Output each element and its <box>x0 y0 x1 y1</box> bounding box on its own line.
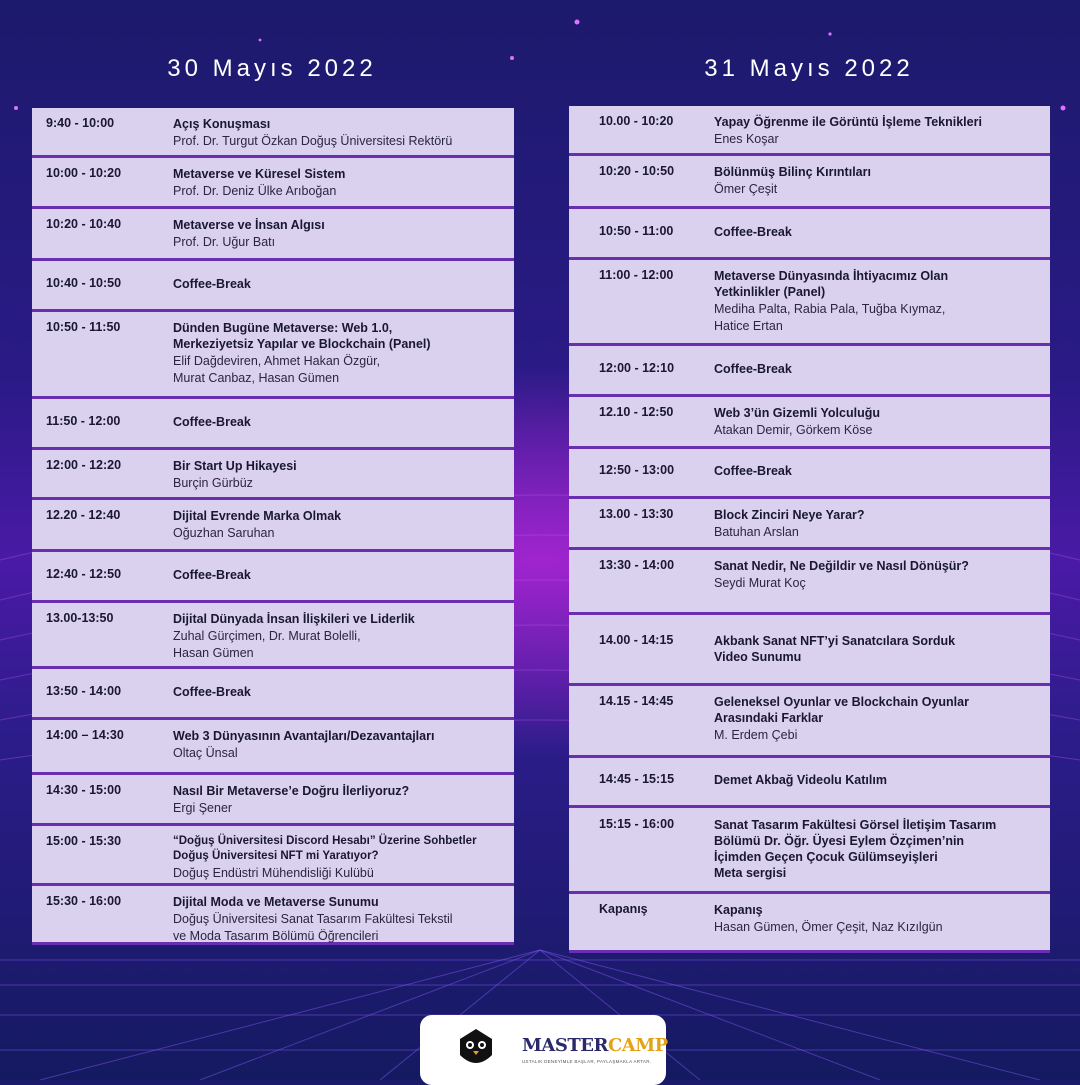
session-time: 14.00 - 14:15 <box>599 632 674 647</box>
session-title: “Doğuş Üniversitesi Discord Hesabı” Üzerine Sohbetler Doğuş Üniversitesi NFT mi Yaratıyor? <box>173 835 477 862</box>
session-speaker: Elif Dağdeviren, Ahmet Hakan Özgür, Murat Canbaz, Hasan Gümen <box>173 354 381 385</box>
mastercamp-logo: MASTERCAMP <box>522 1035 668 1056</box>
session-time: 12:40 - 12:50 <box>46 566 122 581</box>
session-time: 15:00 - 15:30 <box>46 834 122 848</box>
session-speaker: Batuhan Arslan <box>714 525 799 539</box>
session-content <box>173 894 510 945</box>
session-title: Nasıl Bir Metaverse’e Doğru İlerliyoruz? <box>173 784 410 798</box>
session-speaker: Zuhal Gürçimen, Dr. Murat Bolelli, Hasan Gümen <box>173 629 361 660</box>
session-title: Dünden Bugüne Metaverse: Web 1.0, Merkeziyetsiz Yapılar ve Blockchain (Panel) <box>173 321 431 351</box>
session-speaker: Hasan Gümen, Ömer Çeşit, Naz Kızılgün <box>714 920 943 934</box>
schedule-row <box>32 209 514 261</box>
session-speaker: Ergi Şener <box>173 801 233 815</box>
session-speaker: Seydi Murat Koç <box>714 576 806 590</box>
session-time: 12.10 - 12:50 <box>599 405 674 419</box>
session-title: Coffee-Break <box>714 361 792 376</box>
schedule-row <box>32 261 514 312</box>
session-time: 13.00-13:50 <box>46 611 114 625</box>
session-content <box>173 320 510 387</box>
session-content <box>173 834 510 882</box>
session-speaker: Enes Koşar <box>714 132 779 146</box>
session-content <box>173 217 510 251</box>
schedule-row <box>569 499 1050 550</box>
session-title: Dijital Moda ve Metaverse Sunumu <box>173 895 379 909</box>
session-time: 11:00 - 12:00 <box>599 268 674 282</box>
session-title: Coffee-Break <box>173 684 251 699</box>
session-title: Bölünmüş Bilinç Kırıntıları <box>714 165 871 179</box>
session-title: Coffee-Break <box>173 567 251 582</box>
schedule-row <box>32 775 514 826</box>
session-title: Geleneksel Oyunlar ve Blockchain Oyunlar Arasındaki Farklar <box>714 695 969 725</box>
session-time: 13.00 - 13:30 <box>599 507 674 521</box>
schedule-row <box>569 449 1050 499</box>
session-content <box>714 902 1046 936</box>
schedule-row <box>32 720 514 775</box>
schedule-row <box>569 615 1050 686</box>
session-speaker: Prof. Dr. Deniz Ülke Arıboğan <box>173 184 337 198</box>
session-title: Açış Konuşması <box>173 117 271 131</box>
schedule-row <box>32 158 514 209</box>
schedule-row <box>569 346 1050 397</box>
session-title: Yapay Öğrenme ile Görüntü İşleme Teknikleri <box>714 115 982 129</box>
session-time: 10:00 - 10:20 <box>46 166 122 180</box>
schedule-row <box>32 886 514 945</box>
session-content <box>714 114 1046 148</box>
session-content <box>714 224 1046 240</box>
schedule-row <box>569 686 1050 758</box>
session-time: 9:40 - 10:00 <box>46 116 115 130</box>
session-title: Sanat Tasarım Fakültesi Görsel İletişim Tasarım Bölümü Dr. Öğr. Üyesi Eylem Özçimen’nin İçimden Geçen Çocuk Gülümseyişleri Meta sergisi <box>714 818 997 880</box>
schedule-row <box>569 758 1050 808</box>
session-time: 10.00 - 10:20 <box>599 114 674 128</box>
schedule-row <box>569 156 1050 209</box>
session-time: 15:15 - 16:00 <box>599 817 675 831</box>
session-time: 14:30 - 15:00 <box>46 783 122 797</box>
schedule-row <box>569 550 1050 615</box>
session-speaker: Burçin Gürbüz <box>173 476 253 490</box>
session-content <box>173 414 510 430</box>
schedule-row <box>569 397 1050 449</box>
session-speaker: Doğuş Endüstri Mühendisliği Kulübü <box>173 866 374 880</box>
session-content <box>173 276 510 292</box>
schedule-row <box>32 500 514 552</box>
sponsor-logos <box>420 1015 666 1085</box>
session-content <box>714 463 1046 479</box>
session-content <box>173 116 510 150</box>
session-content <box>173 567 510 583</box>
session-time: 12.20 - 12:40 <box>46 508 121 522</box>
session-content <box>714 558 1046 592</box>
session-title: Metaverse ve İnsan Algısı <box>173 218 325 232</box>
schedule-row <box>32 826 514 886</box>
session-title: Coffee-Break <box>173 276 251 291</box>
session-speaker: Atakan Demir, Görkem Köse <box>714 423 873 437</box>
session-title: Bir Start Up Hikayesi <box>173 459 297 473</box>
session-title: Kapanış <box>714 903 763 917</box>
minerva-akademi-logo <box>454 1025 498 1073</box>
mastercamp-tagline: USTALIK DENEYİMLE BAŞLAR, PAYLAŞMAKLA ARTAR. <box>522 1059 652 1064</box>
day2-title: 31 Mayıs 2022 <box>704 55 914 82</box>
schedule-row <box>32 603 514 669</box>
session-time: 15:30 - 16:00 <box>46 894 122 908</box>
session-title: Dijital Dünyada İnsan İlişkileri ve Liderlik <box>173 612 415 626</box>
session-title: Web 3 Dünyasının Avantajları/Dezavantajları <box>173 729 435 743</box>
session-title: Demet Akbağ Videolu Katılım <box>714 773 887 787</box>
session-time: 10:20 - 10:40 <box>46 217 122 231</box>
session-content <box>714 361 1046 377</box>
session-time: 12:00 - 12:10 <box>599 360 675 375</box>
session-time: 10:40 - 10:50 <box>46 275 122 290</box>
session-time: 14:00 – 14:30 <box>46 728 124 742</box>
session-content <box>173 508 510 542</box>
session-title: Block Zinciri Neye Yarar? <box>714 508 865 522</box>
session-speaker: Oltaç Ünsal <box>173 746 238 760</box>
session-time: 14:45 - 15:15 <box>599 772 675 786</box>
schedule-row <box>569 209 1050 260</box>
session-time: 10:20 - 10:50 <box>599 164 675 178</box>
session-speaker: Prof. Dr. Turgut Özkan Doğuş Üniversitesi Rektörü <box>173 134 453 148</box>
session-content <box>714 268 1046 335</box>
schedule-row <box>569 260 1050 346</box>
session-title: Metaverse Dünyasında İhtiyacımız Olan Yetkinlikler (Panel) <box>714 269 949 299</box>
session-title: Metaverse ve Küresel Sistem <box>173 167 346 181</box>
schedule-row <box>569 808 1050 894</box>
session-speaker: Ömer Çeşit <box>714 182 778 196</box>
session-time: 13:50 - 14:00 <box>46 683 122 698</box>
session-title: Dijital Evrende Marka Olmak <box>173 509 342 523</box>
session-content <box>714 694 1046 744</box>
schedule-row <box>32 108 514 158</box>
session-speaker: Oğuzhan Saruhan <box>173 526 275 540</box>
session-time: 12:50 - 13:00 <box>599 463 675 477</box>
schedule-row <box>32 669 514 720</box>
session-title: Coffee-Break <box>173 414 251 429</box>
session-speaker: M. Erdem Çebi <box>714 728 798 742</box>
session-content <box>714 164 1046 198</box>
session-content <box>173 611 510 662</box>
session-title: Web 3’ün Gizemli Yolculuğu <box>714 406 880 420</box>
schedule-row <box>32 399 514 450</box>
session-time: 11:50 - 12:00 <box>46 413 121 428</box>
session-content <box>173 783 510 817</box>
session-content <box>173 684 510 700</box>
day1-title: 30 Mayıs 2022 <box>167 55 377 82</box>
session-content <box>173 166 510 200</box>
session-time: Kapanış <box>599 902 648 916</box>
session-time: 13:30 - 14:00 <box>599 558 675 572</box>
schedule-row <box>32 450 514 500</box>
session-content <box>714 405 1046 439</box>
session-title: Akbank Sanat NFT’yi Sanatcılara Sorduk Video Sunumu <box>714 633 956 664</box>
session-content <box>173 728 510 762</box>
schedule-row <box>32 312 514 399</box>
session-time: 12:00 - 12:20 <box>46 458 122 472</box>
session-content <box>714 507 1046 541</box>
session-content <box>714 772 1046 788</box>
session-content <box>173 458 510 492</box>
schedule-row <box>569 894 1050 953</box>
session-time: 10:50 - 11:00 <box>599 223 674 238</box>
session-speaker: Doğuş Üniversitesi Sanat Tasarım Fakültesi Tekstil ve Moda Tasarım Bölümü Öğrencileri <box>173 912 453 943</box>
session-title: Coffee-Break <box>714 464 792 478</box>
session-content <box>714 817 1046 881</box>
schedule-row <box>32 552 514 603</box>
session-title: Sanat Nedir, Ne Değildir ve Nasıl Dönüşür? <box>714 559 969 573</box>
session-time: 14.15 - 14:45 <box>599 694 674 708</box>
session-speaker: Mediha Palta, Rabia Pala, Tuğba Kıymaz, Hatice Ertan <box>714 302 946 333</box>
session-title: Coffee-Break <box>714 224 792 239</box>
session-speaker: Prof. Dr. Uğur Batı <box>173 235 276 249</box>
schedule-row <box>569 106 1050 156</box>
session-content <box>714 633 1046 665</box>
session-time: 10:50 - 11:50 <box>46 320 121 334</box>
